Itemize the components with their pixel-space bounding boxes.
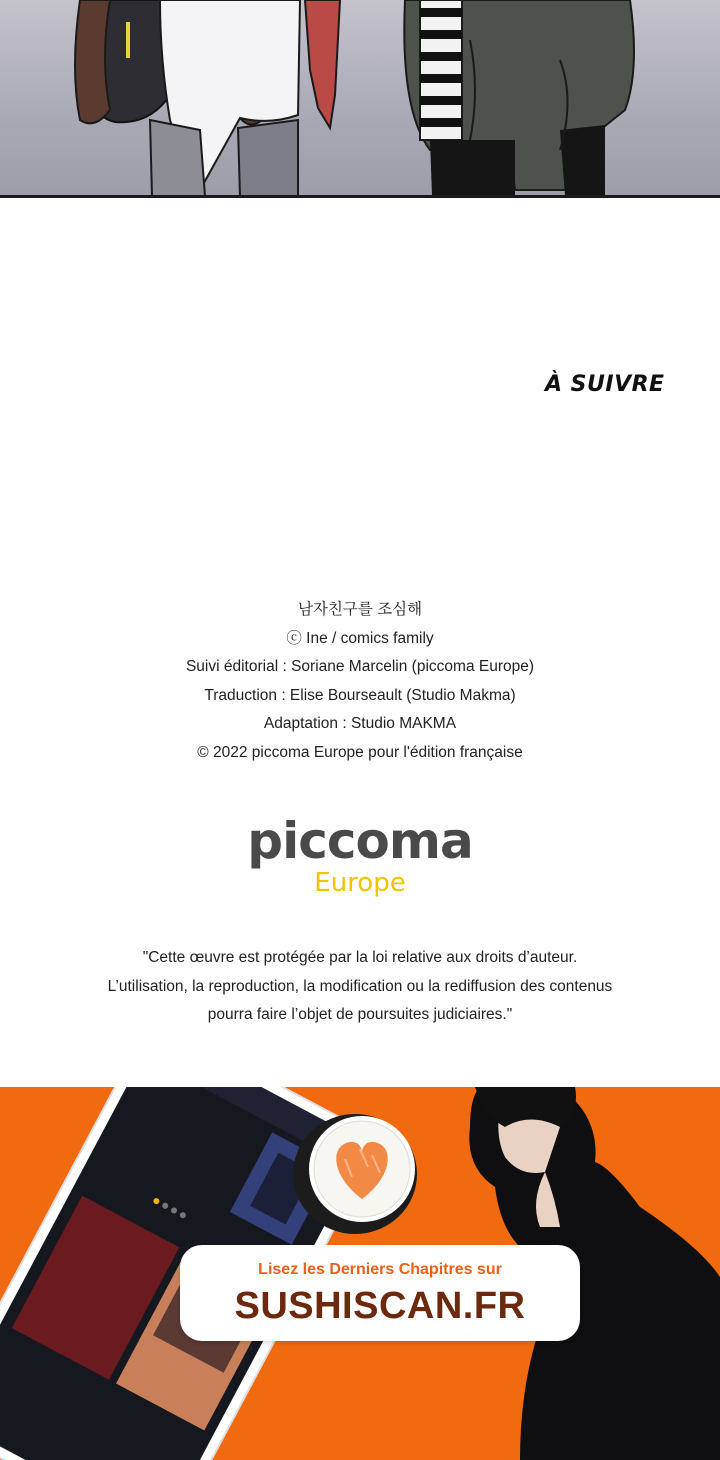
cta-card[interactable] — [180, 1245, 580, 1341]
comic-illustration — [0, 0, 720, 198]
logo-region: Europe — [314, 868, 406, 898]
sushi-icon — [293, 1114, 417, 1234]
panel-border — [0, 195, 720, 198]
promo-banner[interactable] — [0, 1087, 720, 1460]
cta-site-link[interactable]: SUSHISCAN.FR — [234, 1285, 526, 1327]
credits-block — [0, 596, 720, 767]
credit-editorial: Suivi éditorial : Soriane Marcelin (piccoma Europe) — [185, 658, 535, 675]
credit-copyright-author: ⓒ Ine / comics family — [286, 629, 434, 647]
legal-line: pourra faire l’objet de poursuites judiciaires." — [207, 1006, 513, 1023]
to-be-continued-text: À SUIVRE — [545, 372, 665, 397]
striped-shirt — [420, 0, 462, 140]
legal-line: L’utilisation, la reproduction, la modification ou la rediffusion des contenus — [107, 977, 613, 995]
logo-wordmark: piccoma — [247, 812, 473, 870]
credit-original-title: 남자친구를 조심해 — [297, 601, 423, 618]
credit-copyright-edition: © 2022 piccoma Europe pour l'édition française — [197, 743, 523, 761]
comic-panel — [0, 0, 720, 198]
cta-subtitle: Lisez les Derniers Chapitres sur — [258, 1261, 502, 1278]
credit-adaptation: Adaptation : Studio MAKMA — [263, 715, 457, 732]
credit-translation: Traduction : Elise Bourseault (Studio Makma) — [204, 686, 516, 704]
piccoma-logo — [0, 810, 720, 898]
legal-line: "Cette œuvre est protégée par la loi relative aux droits d’auteur. — [142, 949, 578, 966]
legal-notice — [0, 944, 720, 1030]
